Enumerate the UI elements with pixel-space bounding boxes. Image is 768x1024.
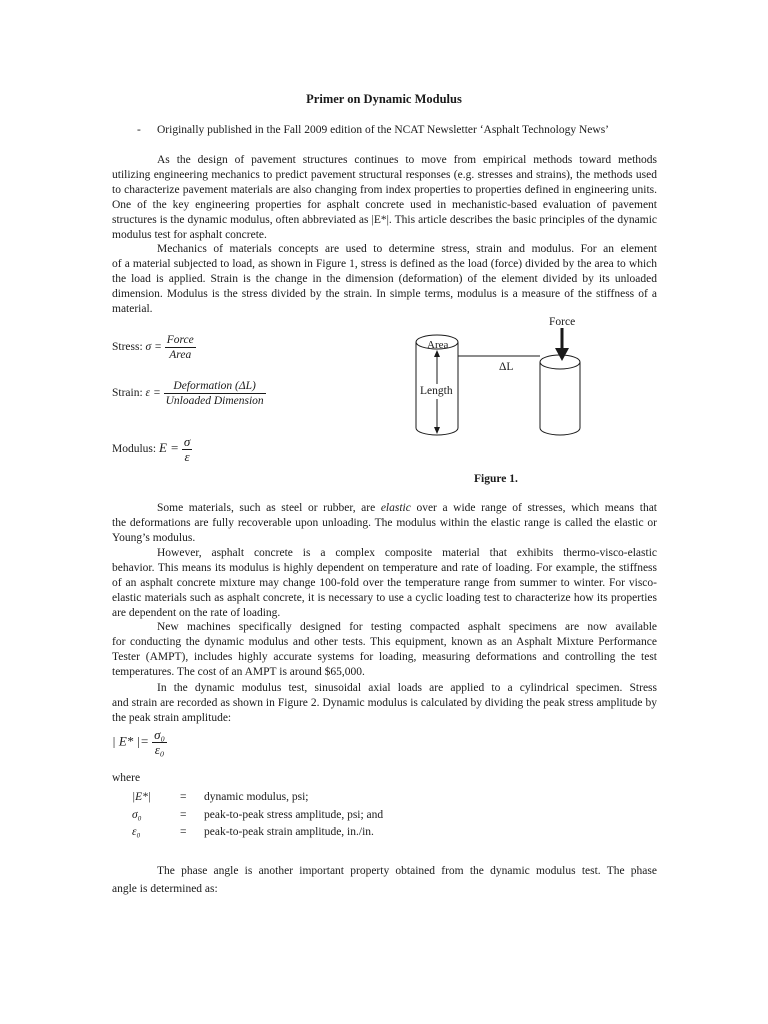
where-symbol-1: |E*| [132, 791, 152, 803]
where-description-2: peak-to-peak stress amplitude, psi; and [204, 809, 384, 821]
modulus-numerator: σ [183, 434, 191, 449]
paragraph-3 [112, 501, 657, 546]
modulus-equation [112, 435, 192, 464]
length-label: Length [420, 385, 453, 397]
figure-1-caption: Figure 1. [474, 473, 518, 485]
stress-label: Stress: [112, 341, 143, 354]
where-symbol-3: ε₀ [132, 826, 141, 838]
paragraph-1-body: utilizing engineering mechanics to predict pavement structural responses (e.g. stresses and strains), the methods used to characterize pavement materials are also changing from index properties to properties defined in engineering units. One of the key engineering properties for asphalt concrete used in mechanistic-based evaluation of pavement structures is the dynamic modulus, often abbreviated as |E*|. This article describes the basic principles of the dynamic modulus test for asphalt concrete. [112, 169, 657, 241]
modulus-fraction [182, 435, 192, 464]
dynamic-modulus-fraction [152, 728, 167, 757]
where-equals-2: = [180, 809, 187, 821]
stress-numerator: Force [166, 334, 194, 346]
paragraph-3-first-line [112, 501, 657, 516]
area-label: Area [427, 339, 449, 351]
paragraph-4-first-line: However, asphalt concrete is a complex composite material that exhibits thermo-visco-elastic [157, 547, 657, 559]
bullet-text: Originally published in the Fall 2009 edition of the NCAT Newsletter ‘Asphalt Technology News’ [157, 124, 609, 136]
paragraph-4 [112, 546, 657, 621]
strain-numerator: Deformation (ΔL) [164, 379, 266, 394]
paragraph-2-first-line: Mechanics of materials concepts are used to determine stress, strain and modulus. For an element [157, 243, 657, 255]
modulus-label: Modulus: [112, 443, 157, 456]
strain-equation [112, 379, 266, 408]
paragraph-3-lead: Some materials, such as steel or rubber, are [157, 502, 381, 514]
paragraph-3-lead-end: over a wide range of stresses, which means that [410, 502, 658, 514]
modulus-symbol: E = [158, 440, 179, 456]
bullet-marker: - [137, 124, 141, 136]
where-row-3 [0, 825, 768, 842]
where-row-2 [0, 808, 768, 825]
delta-l-label: ΔL [499, 361, 514, 373]
dynamic-modulus-denominator: ε₀ [154, 742, 165, 757]
stress-symbol: σ = [145, 341, 162, 354]
paragraph-3-body: the deformations are fully recoverable upon unloading. The modulus within the elastic range is called the elastic or Young’s modulus. [112, 517, 657, 544]
force-label: Force [549, 316, 576, 328]
strain-fraction [164, 379, 266, 408]
strain-symbol: ε = [145, 387, 161, 400]
modulus-denominator: ε [184, 449, 190, 464]
paragraph-7-body: angle is determined as: [112, 883, 218, 895]
loaded-cylinder [540, 355, 580, 435]
where-equals-3: = [180, 826, 187, 838]
paragraph-2-body: of a material subjected to load, as shown in Figure 1, stress is defined as the load (force) divided by the area to which the load is applied. Strain is the change in the dimension (deformation) of the element divided by its unloaded dimension. Modulus is the stress divided by the strain. In simple terms, modulus is a measure of the stiffness of a material. [112, 258, 657, 315]
dynamic-modulus-lhs: | E* |= [112, 733, 149, 749]
where-label: where [112, 772, 141, 784]
elastic-term: elastic [380, 502, 411, 514]
strain-label: Strain: [112, 387, 143, 400]
paragraph-1 [112, 153, 657, 243]
paragraph-7-first-line: The phase angle is another important property obtained from the dynamic modulus test. The phase [157, 865, 657, 877]
paragraph-2 [112, 242, 657, 317]
document-title: Primer on Dynamic Modulus [306, 92, 462, 106]
figure-1-diagram [400, 310, 640, 445]
stress-denominator: Area [169, 349, 192, 361]
strain-denominator: Unloaded Dimension [165, 395, 264, 407]
where-description-3: peak-to-peak strain amplitude, in./in. [204, 826, 374, 838]
paragraph-5 [112, 620, 657, 680]
where-description-1: dynamic modulus, psi; [204, 791, 309, 803]
where-row-1 [0, 790, 768, 807]
paragraph-6-body: and strain are recorded as shown in Figure 2. Dynamic modulus is calculated by dividing the peak stress amplitude by the peak strain amplitude: [112, 697, 657, 724]
paragraph-5-first-line: New machines specifically designed for testing compacted asphalt specimens are now available [157, 621, 657, 633]
paragraph-6-first-line: In the dynamic modulus test, sinusoidal axial loads are applied to a cylindrical specimen. Stress [157, 682, 657, 694]
where-equals-1: = [180, 791, 187, 803]
dynamic-modulus-equation [112, 728, 167, 757]
paragraph-4-body: behavior. This means its modulus is highly dependent on temperature and rate of loading. For example, the stiffness of an asphalt concrete mixture may change 100-fold over the temperature range from summer to winter. For visco-elastic materials such as asphalt concrete, it is necessary to use a cyclic loading test to characterize how its properties are dependent on the rate of loading. [112, 562, 657, 619]
paragraph-1-first-line: As the design of pavement structures continues to move from empirical methods toward methods [157, 154, 657, 166]
paragraph-7 [112, 862, 657, 898]
stress-fraction [165, 333, 196, 362]
where-symbol-2: σ₀ [132, 809, 142, 821]
paragraph-6 [112, 681, 657, 726]
dynamic-modulus-numerator: σ₀ [154, 727, 166, 742]
stress-equation [112, 333, 196, 362]
paragraph-5-body: for conducting the dynamic modulus and other tests. This equipment, known as an Asphalt Mixture Performance Tester (AMPT), includes highly accurate systems for loading, measuring deformations and controlling the test temperatures. The cost of an AMPT is around $65,000. [112, 636, 657, 678]
